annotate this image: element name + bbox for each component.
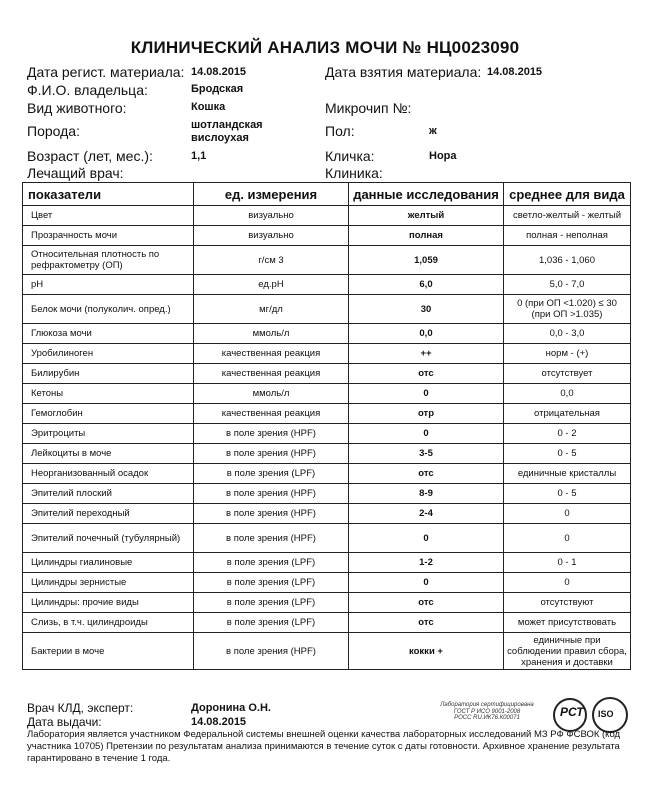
owner-value: Бродская bbox=[191, 83, 244, 95]
cell-result: ++ bbox=[349, 344, 504, 364]
expert-value: Доронина О.Н. bbox=[191, 702, 271, 714]
cell-indicator: pH bbox=[23, 275, 194, 295]
cell-indicator: Бактерии в моче bbox=[23, 633, 194, 670]
cell-indicator: Лейкоциты в моче bbox=[23, 444, 194, 464]
results-table-body bbox=[23, 206, 631, 670]
cell-indicator: Неорганизованный осадок bbox=[23, 464, 194, 484]
reg-date-label: Дата регист. материала: bbox=[27, 64, 185, 80]
table-row bbox=[23, 633, 631, 670]
cell-unit: мг/дл bbox=[194, 295, 349, 324]
issue-date-value: 14.08.2015 bbox=[191, 716, 247, 728]
cell-indicator: Цилиндры зернистые bbox=[23, 573, 194, 593]
cell-result: отр bbox=[349, 404, 504, 424]
table-row bbox=[23, 384, 631, 404]
cell-unit: визуально bbox=[194, 206, 349, 226]
cell-result: 0,0 bbox=[349, 324, 504, 344]
cell-result: 0 bbox=[349, 524, 504, 553]
cell-result: 1,059 bbox=[349, 246, 504, 275]
cell-norm: единичные при соблюдении правил сбора, хранения и доставки bbox=[504, 633, 631, 670]
rst-logo-icon bbox=[553, 698, 587, 732]
disclaimer-note: Лаборатория является участником Федеральной системы внешней оценки качества лабораторных исследований МЗ РФ ФСВОК (код участника 10705) Претензии по результатам анализа принимаются в течение суток с даты готовности. Архивное хранение результата гарантировано в течение 1 года. bbox=[27, 729, 621, 764]
sex-value: ж bbox=[429, 125, 437, 137]
cell-unit: в поле зрения (HPF) bbox=[194, 424, 349, 444]
table-row bbox=[23, 404, 631, 424]
take-date-label: Дата взятия материала: bbox=[325, 64, 482, 80]
cell-norm: 0 - 2 bbox=[504, 424, 631, 444]
results-table bbox=[22, 182, 631, 670]
table-row bbox=[23, 295, 631, 324]
cell-result: 1-2 bbox=[349, 553, 504, 573]
cell-result: 0 bbox=[349, 424, 504, 444]
table-row bbox=[23, 444, 631, 464]
iso-logo-icon bbox=[592, 697, 628, 733]
table-row bbox=[23, 573, 631, 593]
cell-indicator: Эпителий почечный (тубулярный) bbox=[23, 524, 194, 553]
column-header-result: данные исследования bbox=[349, 183, 504, 206]
cell-result: 0 bbox=[349, 573, 504, 593]
cell-norm: норм - (+) bbox=[504, 344, 631, 364]
table-row bbox=[23, 524, 631, 553]
cell-norm: отсутствуют bbox=[504, 593, 631, 613]
chip-label: Микрочип №: bbox=[325, 100, 412, 116]
age-value: 1,1 bbox=[191, 150, 207, 162]
cell-unit: визуально bbox=[194, 226, 349, 246]
cell-norm: 0 - 5 bbox=[504, 444, 631, 464]
cell-unit: в поле зрения (LPF) bbox=[194, 553, 349, 573]
cell-norm: 1,036 - 1,060 bbox=[504, 246, 631, 275]
cell-indicator: Прозрачность мочи bbox=[23, 226, 194, 246]
cell-unit: г/см 3 bbox=[194, 246, 349, 275]
nickname-label: Кличка: bbox=[325, 148, 375, 164]
species-value: Кошка bbox=[191, 101, 226, 113]
rst-logo-text: РСТ bbox=[560, 705, 584, 719]
cell-norm: 5,0 - 7,0 bbox=[504, 275, 631, 295]
cell-unit: в поле зрения (LPF) bbox=[194, 464, 349, 484]
column-header-unit: ед. измерения bbox=[194, 183, 349, 206]
cell-norm: 0,0 - 3,0 bbox=[504, 324, 631, 344]
cell-norm: 0,0 bbox=[504, 384, 631, 404]
cell-unit: ммоль/л bbox=[194, 324, 349, 344]
sex-label: Пол: bbox=[325, 123, 355, 139]
cell-norm: полная - неполная bbox=[504, 226, 631, 246]
table-row bbox=[23, 424, 631, 444]
cell-result: 3-5 bbox=[349, 444, 504, 464]
take-date-value: 14.08.2015 bbox=[487, 66, 543, 78]
table-row bbox=[23, 484, 631, 504]
table-row bbox=[23, 364, 631, 384]
table-row bbox=[23, 275, 631, 295]
cell-norm: 0 (при ОП <1.020) ≤ 30 (при ОП >1.035) bbox=[504, 295, 631, 324]
cell-unit: качественная реакция bbox=[194, 404, 349, 424]
cell-unit: в поле зрения (HPF) bbox=[194, 524, 349, 553]
cell-unit: качественная реакция bbox=[194, 344, 349, 364]
cell-unit: в поле зрения (HPF) bbox=[194, 484, 349, 504]
cell-norm: 0 bbox=[504, 524, 631, 553]
cell-result: отс bbox=[349, 464, 504, 484]
cell-unit: в поле зрения (LPF) bbox=[194, 593, 349, 613]
cell-indicator: Глюкоза мочи bbox=[23, 324, 194, 344]
table-row bbox=[23, 553, 631, 573]
column-header-norm: среднее для вида bbox=[504, 183, 631, 206]
table-row bbox=[23, 593, 631, 613]
cell-indicator: Слизь, в т.ч. цилиндроиды bbox=[23, 613, 194, 633]
cell-result: отс bbox=[349, 613, 504, 633]
cell-indicator: Относительная плотность по рефрактометру (ОП) bbox=[23, 246, 194, 275]
cell-result: желтый bbox=[349, 206, 504, 226]
cell-unit: ммоль/л bbox=[194, 384, 349, 404]
doctor-label: Лечащий врач: bbox=[27, 165, 124, 181]
cell-norm: 0 bbox=[504, 504, 631, 524]
species-label: Вид животного: bbox=[27, 100, 127, 116]
cell-indicator: Кетоны bbox=[23, 384, 194, 404]
cert-line-3: РОСС RU.ИК76.К00071 bbox=[454, 715, 520, 721]
cell-norm: 0 - 5 bbox=[504, 484, 631, 504]
cell-indicator: Цвет bbox=[23, 206, 194, 226]
cell-indicator: Белок мочи (полуколич. опред.) bbox=[23, 295, 194, 324]
cell-indicator: Эритроциты bbox=[23, 424, 194, 444]
cell-indicator: Эпителий плоский bbox=[23, 484, 194, 504]
cell-result: 30 bbox=[349, 295, 504, 324]
cell-unit: в поле зрения (LPF) bbox=[194, 573, 349, 593]
cell-indicator: Цилиндры: прочие виды bbox=[23, 593, 194, 613]
iso-logo-text: ISO bbox=[598, 709, 614, 719]
clinic-label: Клиника: bbox=[325, 165, 383, 181]
cell-result: полная bbox=[349, 226, 504, 246]
cell-result: 6,0 bbox=[349, 275, 504, 295]
breed-value: шотландская вислоухая bbox=[191, 119, 263, 144]
cell-norm: светло-желтый - желтый bbox=[504, 206, 631, 226]
reg-date-value: 14.08.2015 bbox=[191, 66, 247, 78]
expert-label: Врач КЛД, эксперт: bbox=[27, 701, 134, 715]
table-row bbox=[23, 344, 631, 364]
cell-unit: в поле зрения (HPF) bbox=[194, 633, 349, 670]
cell-result: кокки + bbox=[349, 633, 504, 670]
age-label: Возраст (лет, мес.): bbox=[27, 148, 153, 164]
cell-unit: в поле зрения (HPF) bbox=[194, 504, 349, 524]
table-row bbox=[23, 226, 631, 246]
cell-unit: качественная реакция bbox=[194, 364, 349, 384]
cell-norm: 0 bbox=[504, 573, 631, 593]
table-row bbox=[23, 246, 631, 275]
cell-indicator: Гемоглобин bbox=[23, 404, 194, 424]
cell-unit: в поле зрения (LPF) bbox=[194, 613, 349, 633]
cell-indicator: Уробилиноген bbox=[23, 344, 194, 364]
breed-label: Порода: bbox=[27, 123, 80, 139]
table-row bbox=[23, 504, 631, 524]
cell-result: 2-4 bbox=[349, 504, 504, 524]
nickname-value: Нора bbox=[429, 150, 457, 162]
cert-line-1: Лаборатория сертифицирована bbox=[440, 702, 534, 708]
cell-indicator: Цилиндры гиалиновые bbox=[23, 553, 194, 573]
cell-indicator: Билирубин bbox=[23, 364, 194, 384]
issue-date-label: Дата выдачи: bbox=[27, 715, 102, 729]
cell-norm: отсутствует bbox=[504, 364, 631, 384]
certification-text bbox=[424, 702, 550, 722]
cell-norm: может присутствовать bbox=[504, 613, 631, 633]
cell-norm: отрицательная bbox=[504, 404, 631, 424]
cell-result: 8-9 bbox=[349, 484, 504, 504]
cell-result: отс bbox=[349, 593, 504, 613]
table-row bbox=[23, 613, 631, 633]
cell-result: отс bbox=[349, 364, 504, 384]
cell-norm: единичные кристаллы bbox=[504, 464, 631, 484]
report-title: КЛИНИЧЕСКИЙ АНАЛИЗ МОЧИ № НЦ0023090 bbox=[130, 38, 520, 57]
cell-unit: в поле зрения (HPF) bbox=[194, 444, 349, 464]
table-row bbox=[23, 464, 631, 484]
cell-indicator: Эпителий переходный bbox=[23, 504, 194, 524]
table-row bbox=[23, 324, 631, 344]
cell-norm: 0 - 1 bbox=[504, 553, 631, 573]
column-header-indicator: показатели bbox=[23, 183, 194, 206]
cert-line-2: ГОСТ Р ИСО 9001-2008 bbox=[453, 708, 521, 715]
owner-label: Ф.И.О. владельца: bbox=[27, 82, 148, 98]
table-row bbox=[23, 206, 631, 226]
cell-unit: ед.pH bbox=[194, 275, 349, 295]
cell-result: 0 bbox=[349, 384, 504, 404]
table-header-row bbox=[23, 183, 631, 206]
